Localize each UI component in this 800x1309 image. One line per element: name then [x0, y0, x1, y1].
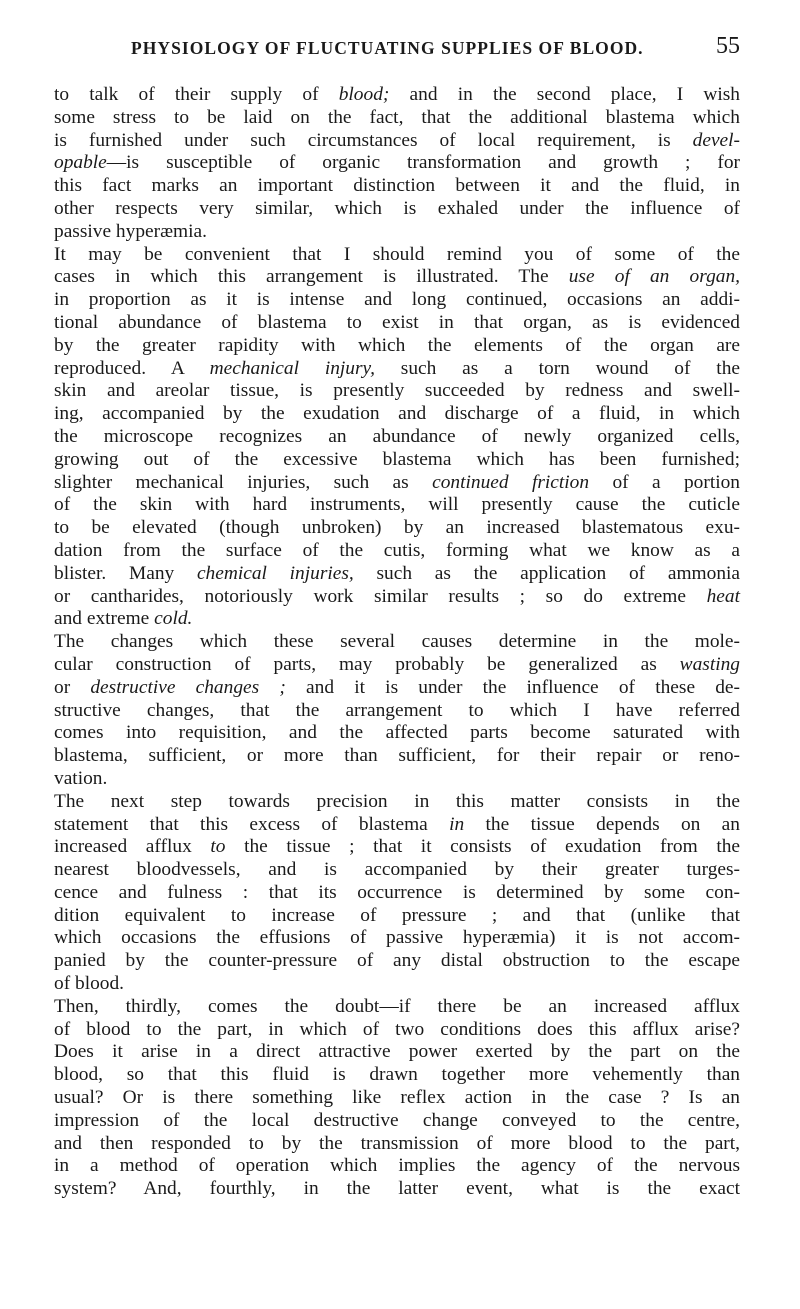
text-run: and in the second place, I wish: [389, 84, 740, 105]
text-line: [54, 905, 740, 928]
text-line: [54, 335, 740, 358]
text-line: [54, 722, 740, 745]
italic-text: to: [210, 836, 226, 858]
italic-text: heat: [706, 585, 740, 607]
running-head: PHYSIOLOGY OF FLUCTUATING SUPPLIES OF BLOOD.: [131, 38, 644, 58]
text-line: [54, 198, 740, 221]
body-text: [54, 84, 740, 1201]
text-run: growing out of the excessive blastema which has been furnished;: [54, 448, 740, 470]
text-run: the tissue depends on an: [464, 813, 740, 835]
text-line: [54, 1019, 740, 1042]
italic-text: destructive changes ;: [90, 676, 286, 698]
text-line: [54, 540, 740, 563]
text-line: [54, 745, 740, 768]
text-line: [54, 517, 740, 540]
text-line: [54, 791, 740, 814]
text-run: in proportion as it is intense and long continued, occasions an addi-: [54, 289, 740, 311]
text-line: [54, 358, 740, 381]
text-run: impression of the local destructive change conveyed to the centre,: [54, 1109, 740, 1131]
text-run: the microscope recognizes an abundance of newly organized cells,: [54, 425, 740, 447]
text-line: [54, 563, 740, 586]
text-run: statement that this excess of blastema: [54, 813, 450, 835]
italic-text: wasting: [679, 653, 740, 675]
text-run: —is susceptible of organic transformation and growth ; for: [106, 152, 740, 174]
italic-text: mechanical injury,: [209, 357, 375, 379]
text-line: [54, 814, 740, 837]
text-run: blood, so that this fluid is drawn together more vehemently than: [54, 1064, 740, 1086]
text-line: [54, 768, 740, 791]
text-run: to be elevated (though unbroken) by an increased blastematous exu-: [54, 517, 740, 539]
text-run: panied by the counter-pressure of any distal obstruction to the escape: [54, 950, 740, 972]
text-run: other respects very similar, which is exhaled under the influence of: [54, 197, 740, 219]
text-run: comes into requisition, and the affected parts become saturated with: [54, 722, 740, 744]
text-run: nearest bloodvessels, and is accompanied by their greater turges-: [54, 859, 740, 881]
text-run: usual? Or is there something like reflex action in the case ? Is an: [54, 1087, 740, 1109]
italic-text: opable: [54, 152, 107, 174]
text-line: [54, 631, 740, 654]
text-run: by the greater rapidity with which the elements of the organ are: [54, 334, 740, 356]
text-run: increased afflux: [54, 836, 211, 858]
text-line: [54, 1133, 740, 1156]
text-run: vation.: [54, 767, 108, 789]
text-line: [54, 84, 740, 107]
text-line: [54, 403, 740, 426]
text-line: [54, 449, 740, 472]
italic-text: cold.: [154, 608, 193, 630]
text-run: The next step towards precision in this matter consists in the: [54, 790, 740, 812]
page-number: 55: [716, 33, 740, 59]
text-line: [54, 1178, 740, 1201]
text-run: cence and fulness : that its occurrence is determined by some con-: [54, 881, 740, 903]
text-line: [54, 1064, 740, 1087]
text-line: [54, 973, 740, 996]
text-line: [54, 950, 740, 973]
page-header: [85, 33, 740, 68]
text-line: [54, 426, 740, 449]
text-run: the tissue ; that it consists of exudation from the: [225, 836, 741, 858]
text-run: reproduced. A: [54, 357, 210, 379]
text-run: such as a torn wound of the: [374, 357, 740, 379]
text-run: of blood.: [54, 973, 125, 995]
text-line: [54, 221, 740, 244]
text-run: Does it arise in a direct attractive power exerted by the part on the: [54, 1041, 740, 1063]
text-line: [54, 175, 740, 198]
text-run: of the skin with hard instruments, will presently cause the cuticle: [54, 494, 740, 516]
italic-text: chemical injuries,: [196, 562, 354, 584]
text-run: dition equivalent to increase of pressure ; and that (unlike that: [54, 904, 740, 926]
text-run: blastema, sufficient, or more than sufficient, for their repair or reno-: [54, 745, 740, 767]
text-run: and extreme: [54, 608, 155, 630]
text-line: [54, 859, 740, 882]
text-run: dation from the surface of the cutis, forming what we know as a: [54, 539, 740, 561]
text-line: [54, 654, 740, 677]
text-run: slighter mechanical injuries, such as: [54, 471, 433, 493]
text-line: [54, 927, 740, 950]
text-run: is furnished under such circumstances of local requirement, is: [54, 129, 693, 151]
italic-text: use of an organ,: [568, 266, 740, 288]
text-line: [54, 1155, 740, 1178]
text-line: [54, 289, 740, 312]
text-run: Then, thirdly, comes the doubt—if there be an increased afflux: [54, 995, 740, 1017]
text-line: [54, 244, 740, 267]
text-run: this fact marks an important distinction between it and the fluid, in: [54, 175, 740, 197]
text-line: [54, 107, 740, 130]
text-run: It may be convenient that I should remind you of some of the: [54, 243, 740, 265]
text-line: [54, 152, 740, 175]
text-line: [54, 1087, 740, 1110]
text-line: [54, 1041, 740, 1064]
text-line: [54, 312, 740, 335]
text-run: and it is under the influence of these de-: [285, 676, 740, 698]
text-run: skin and areolar tissue, is presently succeeded by redness and swell-: [54, 380, 740, 402]
text-run: system? And, fourthly, in the latter event, what is the exact: [54, 1178, 740, 1200]
text-run: which occasions the effusions of passive hyperæmia) it is not accom-: [54, 927, 740, 949]
text-run: ing, accompanied by the exudation and discharge of a fluid, in which: [54, 403, 740, 425]
text-run: some stress to be laid on the fact, that the additional blastema which: [54, 106, 740, 128]
text-run: cases in which this arrangement is illustrated. The: [54, 266, 569, 288]
text-run: structive changes, that the arrangement to which I have referred: [54, 699, 740, 721]
italic-text: blood;: [338, 84, 390, 105]
text-line: [54, 380, 740, 403]
text-line: [54, 494, 740, 517]
text-run: of blood to the part, in which of two conditions does this afflux arise?: [54, 1018, 740, 1040]
italic-text: in: [449, 813, 465, 835]
text-run: of a portion: [589, 471, 741, 493]
text-line: [54, 996, 740, 1019]
italic-text: devel-: [692, 129, 740, 151]
text-line: [54, 608, 740, 631]
text-line: [54, 472, 740, 495]
text-line: [54, 836, 740, 859]
text-run: to talk of their supply of: [54, 84, 339, 105]
text-line: [54, 1110, 740, 1133]
text-line: [54, 677, 740, 700]
text-line: [54, 130, 740, 153]
text-run: blister. Many: [54, 562, 197, 584]
text-run: in a method of operation which implies the agency of the nervous: [54, 1155, 740, 1177]
text-line: [54, 266, 740, 289]
text-run: or cantharides, notoriously work similar results ; so do extreme: [54, 585, 707, 607]
text-run: The changes which these several causes determine in the mole-: [54, 631, 740, 653]
text-run: tional abundance of blastema to exist in that organ, as is evidenced: [54, 311, 740, 333]
italic-text: continued friction: [432, 471, 590, 493]
text-line: [54, 882, 740, 905]
text-run: such as the application of ammonia: [353, 562, 741, 584]
text-line: [54, 586, 740, 609]
text-line: [54, 700, 740, 723]
text-run: or: [54, 676, 91, 698]
text-run: cular construction of parts, may probably be generalized as: [54, 653, 680, 675]
text-run: and then responded to by the transmission of more blood to the part,: [54, 1132, 740, 1154]
text-run: passive hyperæmia.: [54, 220, 207, 242]
